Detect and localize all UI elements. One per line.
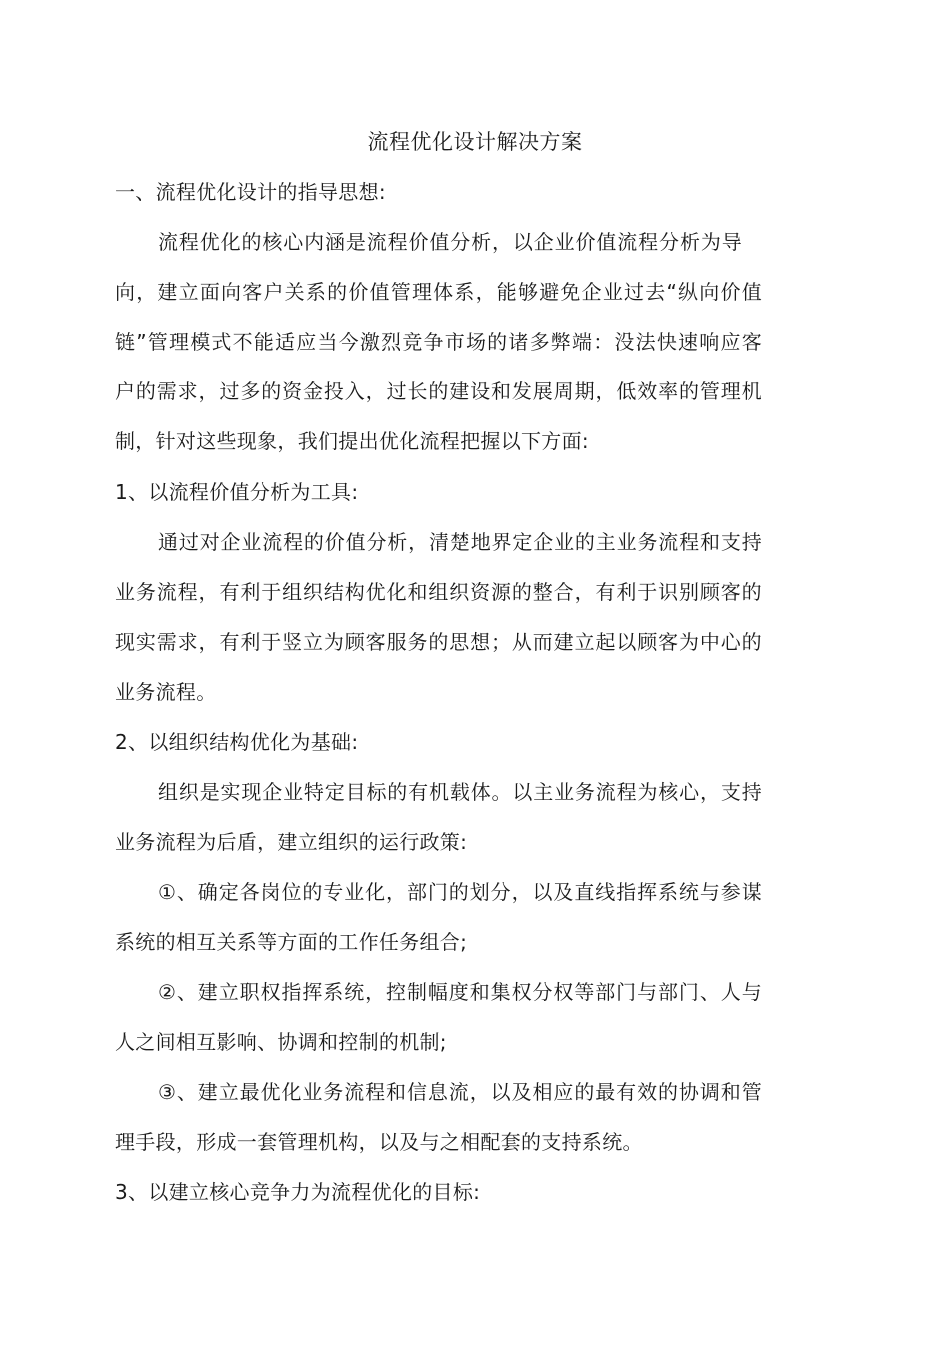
paragraph-line: 户的需求，过多的资金投入，过长的建设和发展周期，低效率的管理机	[115, 379, 762, 403]
paragraph-line: 制，针对这些现象，我们提出优化流程把握以下方面:	[115, 429, 589, 453]
list-item-3-continued: 理手段，形成一套管理机构，以及与之相配套的支持系统。	[115, 1130, 643, 1154]
list-item-3: ③、建立最优化业务流程和信息流，以及相应的最有效的协调和管	[158, 1080, 762, 1104]
list-item-2-continued: 人之间相互影响、协调和控制的机制;	[115, 1030, 447, 1054]
paragraph-line: 业务流程为后盾，建立组织的运行政策:	[115, 830, 468, 854]
subsection-heading-2: 2、以组织结构优化为基础:	[115, 730, 359, 754]
subsection-heading-1: 1、以流程价值分析为工具:	[115, 480, 359, 504]
paragraph-line: 组织是实现企业特定目标的有机载体。以主业务流程为核心，支持	[158, 780, 762, 804]
subsection-heading-3: 3、以建立核心竞争力为流程优化的目标:	[115, 1180, 481, 1204]
paragraph-line: 业务流程，有利于组织结构优化和组织资源的整合，有利于识别顾客的	[115, 580, 762, 604]
paragraph-line: 业务流程。	[115, 680, 217, 704]
paragraph-line: 向，建立面向客户关系的价值管理体系，能够避免企业过去“纵向价值	[115, 280, 762, 304]
paragraph-line: 流程优化的核心内涵是流程价值分析，以企业价值流程分析为导	[158, 230, 742, 254]
section-heading-1: 一、流程优化设计的指导思想:	[115, 180, 386, 204]
document-title: 流程优化设计解决方案	[367, 130, 583, 154]
paragraph-line: 现实需求，有利于竖立为顾客服务的思想；从而建立起以顾客为中心的	[115, 630, 762, 654]
paragraph-line: 通过对企业流程的价值分析，清楚地界定企业的主业务流程和支持	[158, 530, 762, 554]
paragraph-line: 链”管理模式不能适应当今激烈竞争市场的诸多弊端：没法快速响应客	[115, 330, 762, 354]
list-item-2: ②、建立职权指挥系统，控制幅度和集权分权等部门与部门、人与	[158, 980, 762, 1004]
list-item-1-continued: 系统的相互关系等方面的工作任务组合;	[115, 930, 468, 954]
list-item-1: ①、确定各岗位的专业化，部门的划分，以及直线指挥系统与参谋	[158, 880, 762, 904]
